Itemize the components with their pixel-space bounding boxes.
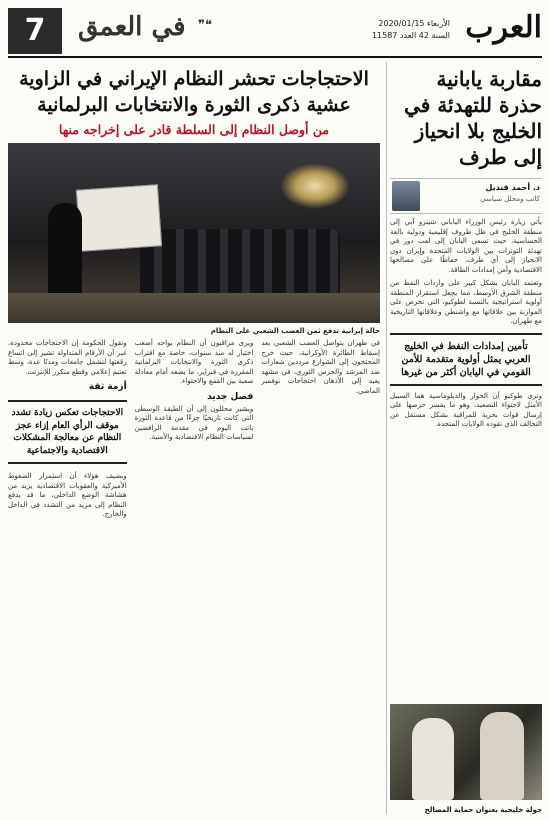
side-article-paragraph: وترى طوكيو أن الحوار والدبلوماسية هما السبيل الأمثل لاحتواء التصعيد، وهو ما يفسر حرصها على إرسال قوات بحرية للمراقبة بشكل مستقل عن التحالف الذي تقوده الولايات المتحدة. — [390, 391, 542, 428]
side-article-headline: مقاربة يابانية حذرة للتهدئة في الخليج بلا انحياز إلى طرف — [404, 67, 542, 169]
article-subhead: فصل جديد — [207, 391, 254, 402]
riot-police-line — [140, 229, 340, 299]
issue-date: الأربعاء 2020/01/15 — [378, 19, 450, 28]
main-subheadline: من أوصل النظام إلى السلطة قادر على إخراجه منها — [58, 122, 330, 137]
main-pull-quote: الاحتجاجات تعكس زيادة تشدد موقف الرأي العام إزاء عجز النظام عن معالجة المشكلات الاقتصادية والاجتماعية — [8, 400, 127, 464]
column-divider — [386, 62, 387, 814]
main-headline: الاحتجاجات تحشر النظام الإيراني في الزاوية عشية ذكرى الثورة والانتخابات البرلمانية — [19, 68, 369, 116]
main-article — [8, 62, 380, 814]
main-photo-caption: حالة إيرانية تدفع ثمن الغضب الشعبي على النظام — [210, 327, 380, 335]
article-subhead: أزمة ثقة — [88, 382, 127, 392]
newspaper-logo: العرب — [465, 10, 542, 45]
article-paragraph: في طهران يتواصل الغضب الشعبي بعد إسقاط الطائرة الأوكرانية، حيث خرج المحتجون إلى الشوارع مرددين شعارات ضد المرشد والحرس الثوري، في مشهد يعيد إلى الأذهان احتجاجات نوفمبر الماضي. — [261, 339, 380, 395]
main-article-columns — [8, 339, 380, 520]
photo-figure — [480, 712, 524, 800]
street-lights — [280, 163, 350, 209]
side-photo-caption: جولة خليجية بعنوان حماية المصالح — [424, 806, 542, 814]
author-byline — [390, 178, 542, 214]
side-article — [390, 62, 542, 814]
author-role: كاتب ومحلل سياسي — [480, 195, 540, 203]
author-photo — [392, 181, 420, 211]
issue-meta — [372, 18, 450, 42]
side-article-photo — [390, 704, 542, 800]
side-pull-quote: تأمين إمدادات النفط في الخليج العربي يمثل أولوية متقدمة للأمن القومي في اليابان أكثر من غيرها — [390, 333, 542, 386]
masthead — [8, 8, 542, 58]
side-article-paragraph: يأتي زيارة رئيس الوزراء الياباني شينزو آبي إلى منطقة الخليج في ظل ظروف إقليمية ودولية بالغة الحساسية، حيث تسعى اليابان إلى لعب دور في تهدئة التوترات بين الولايات المتحدة وإيران دون الانحياز إلى أي طرف، حفاظًا على مصالحها الاقتصادية وأمن إمدادات الطاقة. — [390, 218, 542, 274]
page-number: 7 — [8, 8, 62, 54]
article-paragraph: وتقول الحكومة إن الاحتجاجات محدودة، غير أن الأرقام المتداولة تشير إلى اتساع رقعتها لتشمل جامعات ومدنًا عدة، وسط تعتيم إعلامي وقطع متكرر للإنترنت. — [7, 339, 127, 376]
protest-sign — [76, 184, 162, 252]
section-title: في العمق — [78, 12, 186, 42]
article-column — [135, 339, 254, 520]
article-column — [261, 339, 380, 520]
author-name: د. أحمد قنديل — [485, 183, 540, 192]
article-paragraph: ويشير محللون إلى أن الطبقة الوسطى التي كانت تاريخيًا جزءًا من قاعدة الثورة باتت اليوم في مقدمة الرافضين لسياسات النظام الاقتصادية والأمنية. — [134, 404, 254, 441]
issue-number: السنة 42 العدد 11587 — [371, 31, 450, 40]
speech-bubbles-icon: ❝❞ — [198, 18, 212, 33]
photo-figure — [412, 718, 454, 800]
protest-photo — [8, 143, 380, 323]
street-ground — [8, 293, 380, 323]
article-column — [8, 339, 127, 520]
article-paragraph: ويرى مراقبون أن النظام يواجه أصعب اختبار له منذ سنوات، خاصة مع اقتراب ذكرى الثورة والانتخابات البرلمانية المقررة في فبراير، ما يضعه أمام معادلة صعبة بين القمع والاحتواء. — [134, 339, 254, 385]
article-paragraph: ويضيف هؤلاء أن استمرار الضغوط الأميركية والعقوبات الاقتصادية يزيد من هشاشة الوضع الداخلي، ما قد يدفع النظام إلى مزيد من التشدد في الداخل والخارج. — [7, 472, 127, 518]
side-article-paragraph: وتعتمد اليابان بشكل كبير على واردات النفط من منطقة الشرق الأوسط، مما يجعل استقرار المنطقة أولوية استراتيجية بالنسبة لطوكيو، التي تحرص على الموازنة بين علاقاتها مع واشنطن وعلاقاتها التاريخية مع طهران. — [390, 279, 542, 325]
